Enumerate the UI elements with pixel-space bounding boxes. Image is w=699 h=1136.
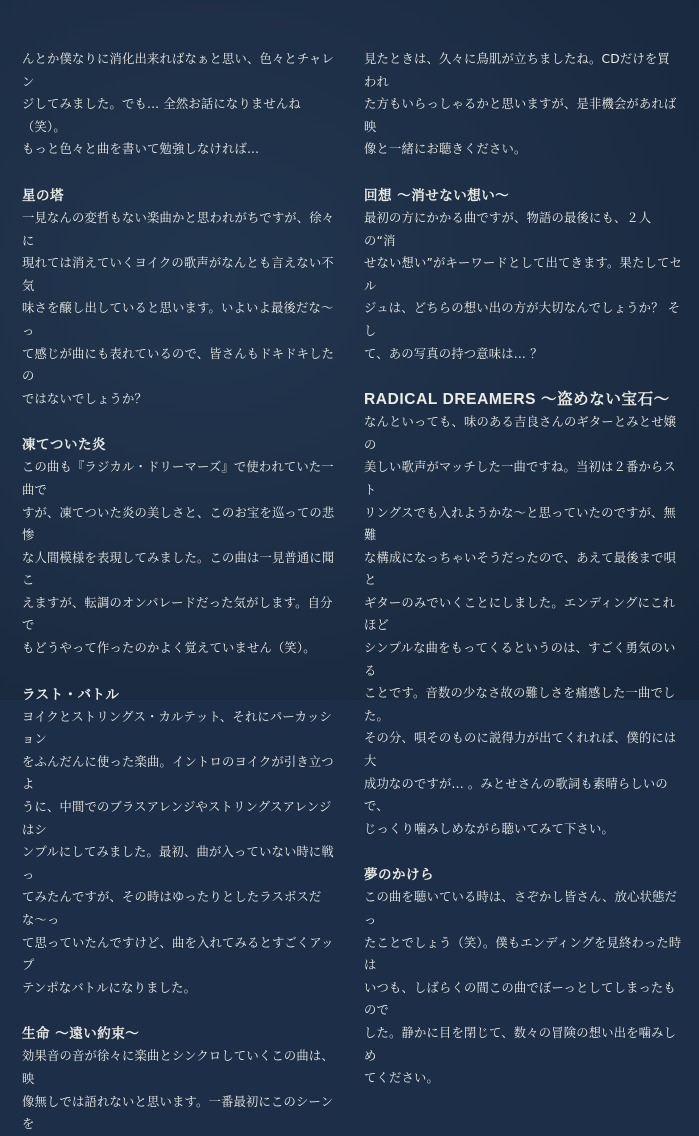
intro-paragraph: んとか僕なりに消化出来ればなぁと思い、色々とチャレン ジしてみました。でも... 全然お話になりませんね（笑）。 もっと色々と曲を書いて勉強しなければ... <box>22 52 335 157</box>
section-radical-dreamers <box>364 389 682 840</box>
section-itetsuita-honoo <box>22 434 340 659</box>
section-body: 最初の方にかかる曲ですが、物語の最後にも、２人の“消 せない想い”がキーワードとして出てきます。果たしてセル ジュは、どちらの想い出の方が大切なんでしょうか？ そし て、あの写真の持つ意味は... ？ <box>364 210 683 361</box>
section-inochi <box>22 1023 340 1135</box>
section-body: この曲を聴いている時は、さぞかし皆さん、放心状態だっ たことでしょう（笑）。僕もエンディングを見終わった時は いつも、しばらくの間この曲でぼーっとしてしまったもので した。静かに目を閉じて、数々の冒険の想い出を噛みしめ てください。 <box>364 890 682 1086</box>
intro-paragraph: 見たときは、久々に鳥肌が立ちましたね。CDだけを買われ た方もいらっしゃるかと思いますが、是非機会があれば映 像と一緒にお聴きください。 <box>364 52 677 157</box>
section-title: ラスト・バトル <box>22 686 120 703</box>
section-title: 回想 〜消せない想い〜 <box>364 187 510 204</box>
section-body: 効果音の音が徐々に楽曲とシンクロしていくこの曲は、映 像無しでは語れないと思います。一番最初にこのシーンを <box>22 1049 334 1132</box>
left-column <box>22 48 340 1136</box>
section-title: 生命 〜遠い約束〜 <box>22 1026 140 1043</box>
section-title: 夢のかけら <box>364 867 434 884</box>
section-title: 星の塔 <box>22 187 64 204</box>
section-hoshi-no-tou <box>22 185 340 410</box>
right-column <box>364 48 682 1090</box>
section-body: この曲も『ラジカル・ドリーマーズ』で使われていた一曲で すが、凍てついた炎の美しさと、このお宝を巡っての悲惨 な人間模様を表現してみました。この曲は一見普通に聞こ えますが、転調のオンパレードだった気がします。自分で もどうやって作ったのかよく覚えていません（笑）。 <box>22 460 335 656</box>
section-title: 凍てついた炎 <box>22 437 106 454</box>
section-yume-no-kakera <box>364 864 682 1089</box>
section-title: RADICAL DREAMERS 〜盗めない宝石〜 <box>364 391 670 409</box>
section-body: ヨイクとストリングス・カルテット、それにパーカッション をふんだんに使った楽曲。イントロのヨイクが引き立つよ うに、中間でのブラスアレンジやストリングスアレンジはシ ンプルにしてみました。最初、曲が入っていない時に戦っ てみたんですが、その時はゆったりとしたラスボスだな〜っ て思っていたんですけど、曲を入れてみるとすごくアップ テンポなバトルになりました。 <box>22 709 334 995</box>
section-last-battle <box>22 684 340 1000</box>
section-kaisou <box>364 185 682 365</box>
section-body: 一見なんの変哲もない楽曲かと思われがちですが、徐々に 現れては消えていくヨイクの歌声がなんとも言えない不気 味さを醸し出していると思います。いよいよ最後だな〜っ て感じが曲にも表れているので、皆さんもドキドキしたの ではないでしょうか？ <box>22 210 335 406</box>
section-body: なんといっても、味のある吉良さんのギターとみとせ嬢の 美しい歌声がマッチした一曲ですね。当初は２番からスト リングスでも入れようかな〜と思っていたのですが、無難 な構成になっちゃいそうだったので、あえて最後まで唄と ギターのみでいくことにしました。エンディングにこれほど シンプルな曲をもってくるというのは、すごく勇気のいる ことです。音数の少なさ故の難しさを痛感した一曲でした。 その分、唄そのものに説得力が出てくれれば、僕的には大 成功なのですが... 。みとせさんの歌詞も素晴らしいので、 じっくり噛みしめながら聴いてみて下さい。 <box>364 415 677 836</box>
